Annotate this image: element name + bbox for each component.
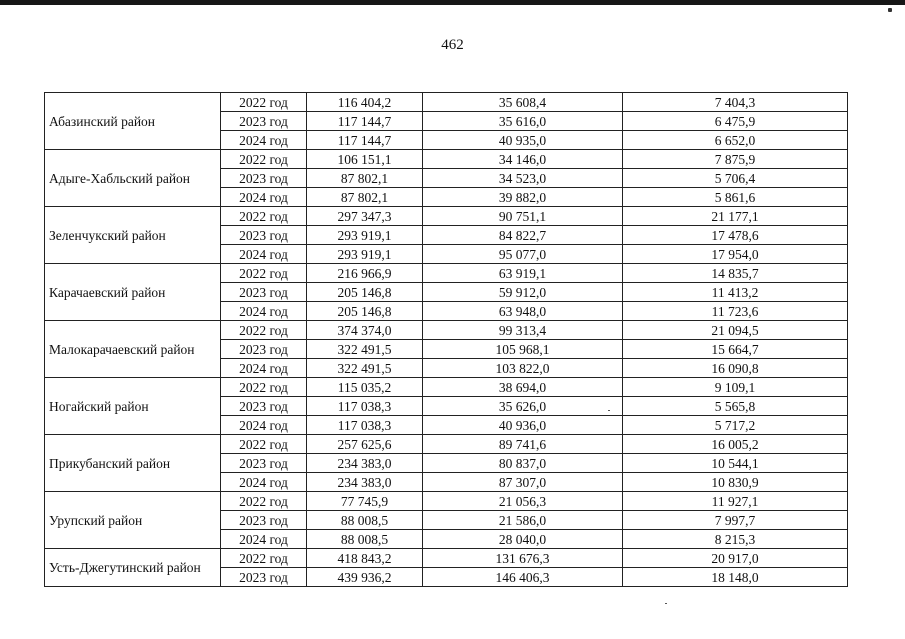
value-2-cell: 35 608,4 [423,93,623,112]
value-3-cell: 7 404,3 [623,93,848,112]
value-2-cell: 89 741,6 [423,435,623,454]
table-body [45,93,848,587]
scan-mark [888,8,892,12]
value-1-cell: 374 374,0 [307,321,423,340]
value-2-cell: 87 307,0 [423,473,623,492]
value-3-cell: 16 090,8 [623,359,848,378]
year-cell: 2024 год [221,530,307,549]
value-2-cell: 146 406,3 [423,568,623,587]
district-name: Урупский район [45,492,221,549]
scan-speck [665,603,667,604]
year-cell: 2022 год [221,492,307,511]
value-3-cell: 17 478,6 [623,226,848,245]
value-1-cell: 234 383,0 [307,454,423,473]
value-2-cell: 40 935,0 [423,131,623,150]
value-3-cell: 11 413,2 [623,283,848,302]
value-1-cell: 117 038,3 [307,397,423,416]
value-3-cell: 21 177,1 [623,207,848,226]
value-1-cell: 322 491,5 [307,359,423,378]
top-border [0,0,905,5]
year-cell: 2024 год [221,302,307,321]
value-1-cell: 439 936,2 [307,568,423,587]
value-2-cell: 34 523,0 [423,169,623,188]
value-2-cell: 39 882,0 [423,188,623,207]
value-1-cell: 115 035,2 [307,378,423,397]
value-1-cell: 77 745,9 [307,492,423,511]
year-cell: 2023 год [221,283,307,302]
value-1-cell: 234 383,0 [307,473,423,492]
value-2-cell: 28 040,0 [423,530,623,549]
table-row [45,93,848,112]
year-cell: 2024 год [221,131,307,150]
page-number: 462 [441,37,464,53]
value-3-cell: 5 717,2 [623,416,848,435]
value-2-cell: 21 056,3 [423,492,623,511]
value-1-cell: 88 008,5 [307,530,423,549]
value-3-cell: 20 917,0 [623,549,848,568]
value-1-cell: 117 144,7 [307,112,423,131]
value-1-cell: 257 625,6 [307,435,423,454]
value-3-cell: 11 723,6 [623,302,848,321]
value-1-cell: 87 802,1 [307,169,423,188]
value-2-cell: 90 751,1 [423,207,623,226]
value-1-cell: 117 038,3 [307,416,423,435]
value-3-cell: 15 664,7 [623,340,848,359]
value-3-cell: 5 706,4 [623,169,848,188]
value-1-cell: 106 151,1 [307,150,423,169]
year-cell: 2022 год [221,378,307,397]
value-3-cell: 16 005,2 [623,435,848,454]
value-2-cell: 34 146,0 [423,150,623,169]
year-cell: 2023 год [221,340,307,359]
district-name: Прикубанский район [45,435,221,492]
year-cell: 2024 год [221,188,307,207]
table-row [45,492,848,511]
year-cell: 2024 год [221,359,307,378]
value-3-cell: 9 109,1 [623,378,848,397]
value-2-cell: 99 313,4 [423,321,623,340]
district-name: Усть-Джегутинский район [45,549,221,587]
district-name: Адыге-Хабльский район [45,150,221,207]
year-cell: 2023 год [221,169,307,188]
value-2-cell: 59 912,0 [423,283,623,302]
year-cell: 2023 год [221,112,307,131]
value-3-cell: 5 861,6 [623,188,848,207]
value-3-cell: 17 954,0 [623,245,848,264]
value-2-cell: 84 822,7 [423,226,623,245]
year-cell: 2024 год [221,245,307,264]
value-1-cell: 205 146,8 [307,302,423,321]
value-3-cell: 10 544,1 [623,454,848,473]
district-budget-table [44,92,848,587]
year-cell: 2022 год [221,264,307,283]
scan-speck [608,410,610,411]
year-cell: 2022 год [221,549,307,568]
value-3-cell: 21 094,5 [623,321,848,340]
value-2-cell: 35 626,0 [423,397,623,416]
value-3-cell: 6 652,0 [623,131,848,150]
year-cell: 2023 год [221,397,307,416]
value-1-cell: 322 491,5 [307,340,423,359]
value-1-cell: 293 919,1 [307,226,423,245]
value-1-cell: 87 802,1 [307,188,423,207]
value-3-cell: 7 997,7 [623,511,848,530]
table-row [45,378,848,397]
value-2-cell: 21 586,0 [423,511,623,530]
year-cell: 2023 год [221,511,307,530]
value-2-cell: 80 837,0 [423,454,623,473]
table-row [45,321,848,340]
year-cell: 2022 год [221,207,307,226]
value-3-cell: 14 835,7 [623,264,848,283]
value-2-cell: 131 676,3 [423,549,623,568]
district-name: Абазинский район [45,93,221,150]
value-2-cell: 95 077,0 [423,245,623,264]
value-3-cell: 6 475,9 [623,112,848,131]
value-1-cell: 116 404,2 [307,93,423,112]
year-cell: 2023 год [221,226,307,245]
year-cell: 2022 год [221,93,307,112]
year-cell: 2022 год [221,321,307,340]
district-name: Карачаевский район [45,264,221,321]
value-1-cell: 205 146,8 [307,283,423,302]
table-row [45,207,848,226]
value-3-cell: 8 215,3 [623,530,848,549]
table-row [45,549,848,568]
value-2-cell: 63 919,1 [423,264,623,283]
value-1-cell: 418 843,2 [307,549,423,568]
value-2-cell: 38 694,0 [423,378,623,397]
value-3-cell: 10 830,9 [623,473,848,492]
value-2-cell: 105 968,1 [423,340,623,359]
value-1-cell: 297 347,3 [307,207,423,226]
value-1-cell: 216 966,9 [307,264,423,283]
value-2-cell: 40 936,0 [423,416,623,435]
value-2-cell: 103 822,0 [423,359,623,378]
value-1-cell: 88 008,5 [307,511,423,530]
year-cell: 2022 год [221,435,307,454]
year-cell: 2024 год [221,473,307,492]
value-1-cell: 293 919,1 [307,245,423,264]
table-row [45,150,848,169]
year-cell: 2024 год [221,416,307,435]
district-name: Малокарачаевский район [45,321,221,378]
value-2-cell: 63 948,0 [423,302,623,321]
district-name: Зеленчукский район [45,207,221,264]
year-cell: 2022 год [221,150,307,169]
value-3-cell: 11 927,1 [623,492,848,511]
year-cell: 2023 год [221,568,307,587]
value-1-cell: 117 144,7 [307,131,423,150]
district-name: Ногайский район [45,378,221,435]
value-3-cell: 5 565,8 [623,397,848,416]
value-2-cell: 35 616,0 [423,112,623,131]
table-row [45,435,848,454]
table-row [45,264,848,283]
year-cell: 2023 год [221,454,307,473]
value-3-cell: 18 148,0 [623,568,848,587]
value-3-cell: 7 875,9 [623,150,848,169]
